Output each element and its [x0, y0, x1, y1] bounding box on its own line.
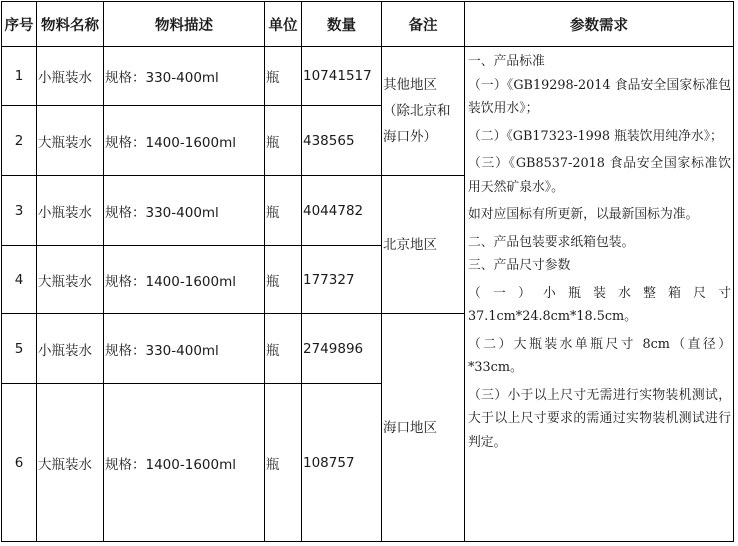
row-desc: 规格：1400-1600ml — [104, 246, 265, 314]
row-desc: 规格：1400-1600ml — [104, 106, 265, 176]
param-line: 三、产品尺寸参数 — [468, 258, 571, 273]
param-line: 如对应国标有所更新，以最新国标为准。 — [468, 207, 699, 222]
param-line: （二）大瓶装水单瓶尺寸 8cm（直径）*33cm。 — [468, 336, 731, 375]
row-name: 小瓶装水 — [37, 47, 104, 106]
param-line: （三）《GB8537-2018 食品安全国家标准饮用天然矿泉水》。 — [468, 156, 731, 195]
header-param: 参数需求 — [465, 2, 734, 47]
row-name: 小瓶装水 — [37, 314, 104, 384]
row-name: 大瓶装水 — [37, 384, 104, 542]
param-line: （三）小于以上尺寸无需进行实物装机测试，大于以上尺寸要求的需通过实物装机测试进行判定。 — [468, 387, 731, 450]
procurement-table-sheet — [1, 1, 733, 543]
row-name: 大瓶装水 — [37, 246, 104, 314]
row-qty: 2749896 — [302, 314, 382, 384]
row-qty: 108757 — [302, 384, 382, 542]
procurement-table — [1, 1, 734, 542]
note-beijing: 北京地区 — [382, 176, 465, 314]
row-no: 6 — [2, 384, 37, 542]
row-unit: 瓶 — [265, 384, 302, 542]
row-unit: 瓶 — [265, 246, 302, 314]
row-unit: 瓶 — [265, 314, 302, 384]
row-qty: 4044782 — [302, 176, 382, 246]
row-qty: 10741517 — [302, 47, 382, 106]
table-row — [2, 47, 734, 106]
header-unit: 单位 — [265, 2, 302, 47]
row-name: 大瓶装水 — [37, 106, 104, 176]
row-qty: 438565 — [302, 106, 382, 176]
row-qty: 177327 — [302, 246, 382, 314]
row-no: 5 — [2, 314, 37, 384]
note-haikou: 海口地区 — [382, 314, 465, 542]
row-desc: 规格：1400-1600ml — [104, 384, 265, 542]
param-requirements — [465, 47, 734, 542]
note-other-regions: 其他地区（除北京和海口外） — [382, 47, 465, 176]
row-no: 2 — [2, 106, 37, 176]
row-name: 小瓶装水 — [37, 176, 104, 246]
row-unit: 瓶 — [265, 47, 302, 106]
header-name: 物料名称 — [37, 2, 104, 47]
header-desc: 物料描述 — [104, 2, 265, 47]
param-line: 一、产品标准 — [468, 54, 545, 69]
row-no: 3 — [2, 176, 37, 246]
row-desc: 规格：330-400ml — [104, 47, 265, 106]
param-line: （二）《GB17323-1998 瓶装饮用纯净水》； — [468, 128, 723, 144]
row-unit: 瓶 — [265, 106, 302, 176]
param-line: （一）《GB19298-2014 食品安全国家标准包装饮用水》； — [468, 77, 731, 116]
row-unit: 瓶 — [265, 176, 302, 246]
header-note: 备注 — [382, 2, 465, 47]
param-line: 二、产品包装要求纸箱包装。 — [468, 234, 635, 250]
row-no: 4 — [2, 246, 37, 314]
param-line: （一）小瓶装水整箱尺寸37.1cm*24.8cm*18.5cm。 — [468, 285, 731, 324]
row-desc: 规格：330-400ml — [104, 176, 265, 246]
row-desc: 规格：330-400ml — [104, 314, 265, 384]
header-row — [2, 2, 734, 47]
header-qty: 数量 — [302, 2, 382, 47]
header-no: 序号 — [2, 2, 37, 47]
row-no: 1 — [2, 47, 37, 106]
